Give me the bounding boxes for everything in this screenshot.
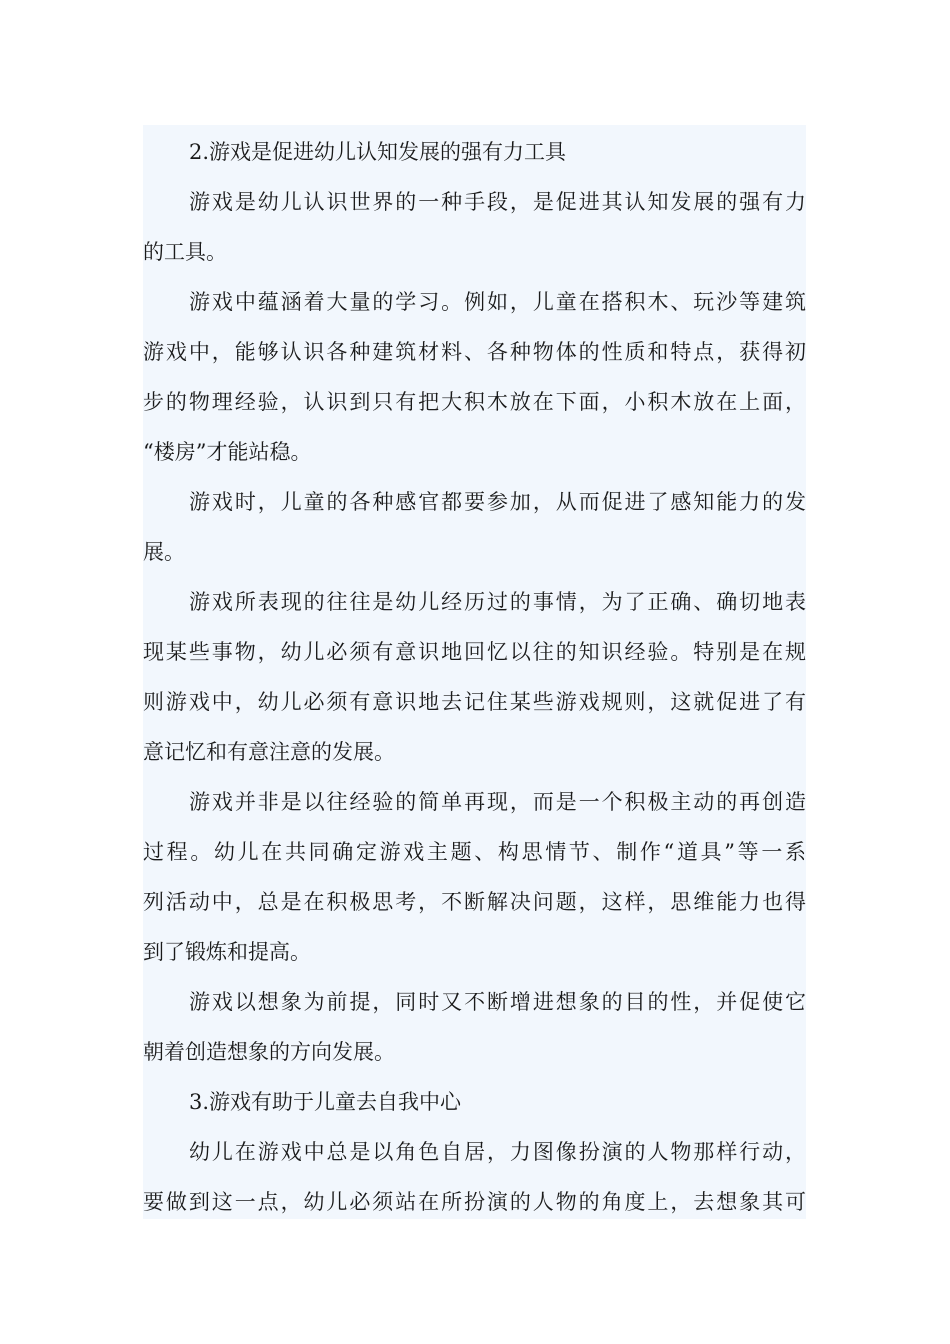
section-heading: 3.游戏有助于儿童去自我中心: [189, 1090, 462, 1114]
paragraph-line: 列活动中，总是在积极思考，不断解决问题，这样，思维能力也得: [143, 890, 806, 914]
paragraph-line: 游戏时，儿童的各种感官都要参加，从而促进了感知能力的发: [189, 490, 806, 514]
paragraph-line: 游戏中蕴涵着大量的学习。例如，儿童在搭积木、玩沙等建筑: [189, 290, 806, 314]
paragraph-line: “楼房”才能站稳。: [143, 440, 312, 464]
paragraph-line: 展。: [143, 540, 185, 564]
paragraph-line: 则游戏中，幼儿必须有意识地去记住某些游戏规则，这就促进了有: [143, 690, 806, 714]
paragraph-line: 到了锻炼和提高。: [143, 940, 311, 964]
paragraph-line: 游戏以想象为前提，同时又不断增进想象的目的性，并促使它: [189, 990, 806, 1014]
paragraph-line: 游戏并非是以往经验的简单再现，而是一个积极主动的再创造: [189, 790, 806, 814]
paragraph-line: 意记忆和有意注意的发展。: [143, 740, 395, 764]
paragraph-line: 的工具。: [143, 240, 227, 264]
paragraph-line: 要做到这一点，幼儿必须站在所扮演的人物的角度上，去想象其可: [143, 1190, 806, 1214]
paragraph-line: 游戏是幼儿认识世界的一种手段，是促进其认知发展的强有力: [189, 190, 806, 214]
text-block: [143, 125, 806, 1219]
paragraph-line: 幼儿在游戏中总是以角色自居，力图像扮演的人物那样行动，: [189, 1140, 806, 1164]
paragraph-line: 游戏所表现的往往是幼儿经历过的事情，为了正确、确切地表: [189, 590, 806, 614]
paragraph-line: 步的物理经验，认识到只有把大积木放在下面，小积木放在上面，: [143, 390, 806, 414]
paragraph-line: 现某些事物，幼儿必须有意识地回忆以往的知识经验。特别是在规: [143, 640, 806, 664]
section-heading: 2.游戏是促进幼儿认知发展的强有力工具: [189, 140, 567, 164]
paragraph-line: 朝着创造想象的方向发展。: [143, 1040, 395, 1064]
paragraph-line: 过程。幼儿在共同确定游戏主题、构思情节、制作“道具”等一系: [143, 840, 806, 864]
paragraph-line: 游戏中，能够认识各种建筑材料、各种物体的性质和特点，获得初: [143, 340, 806, 364]
